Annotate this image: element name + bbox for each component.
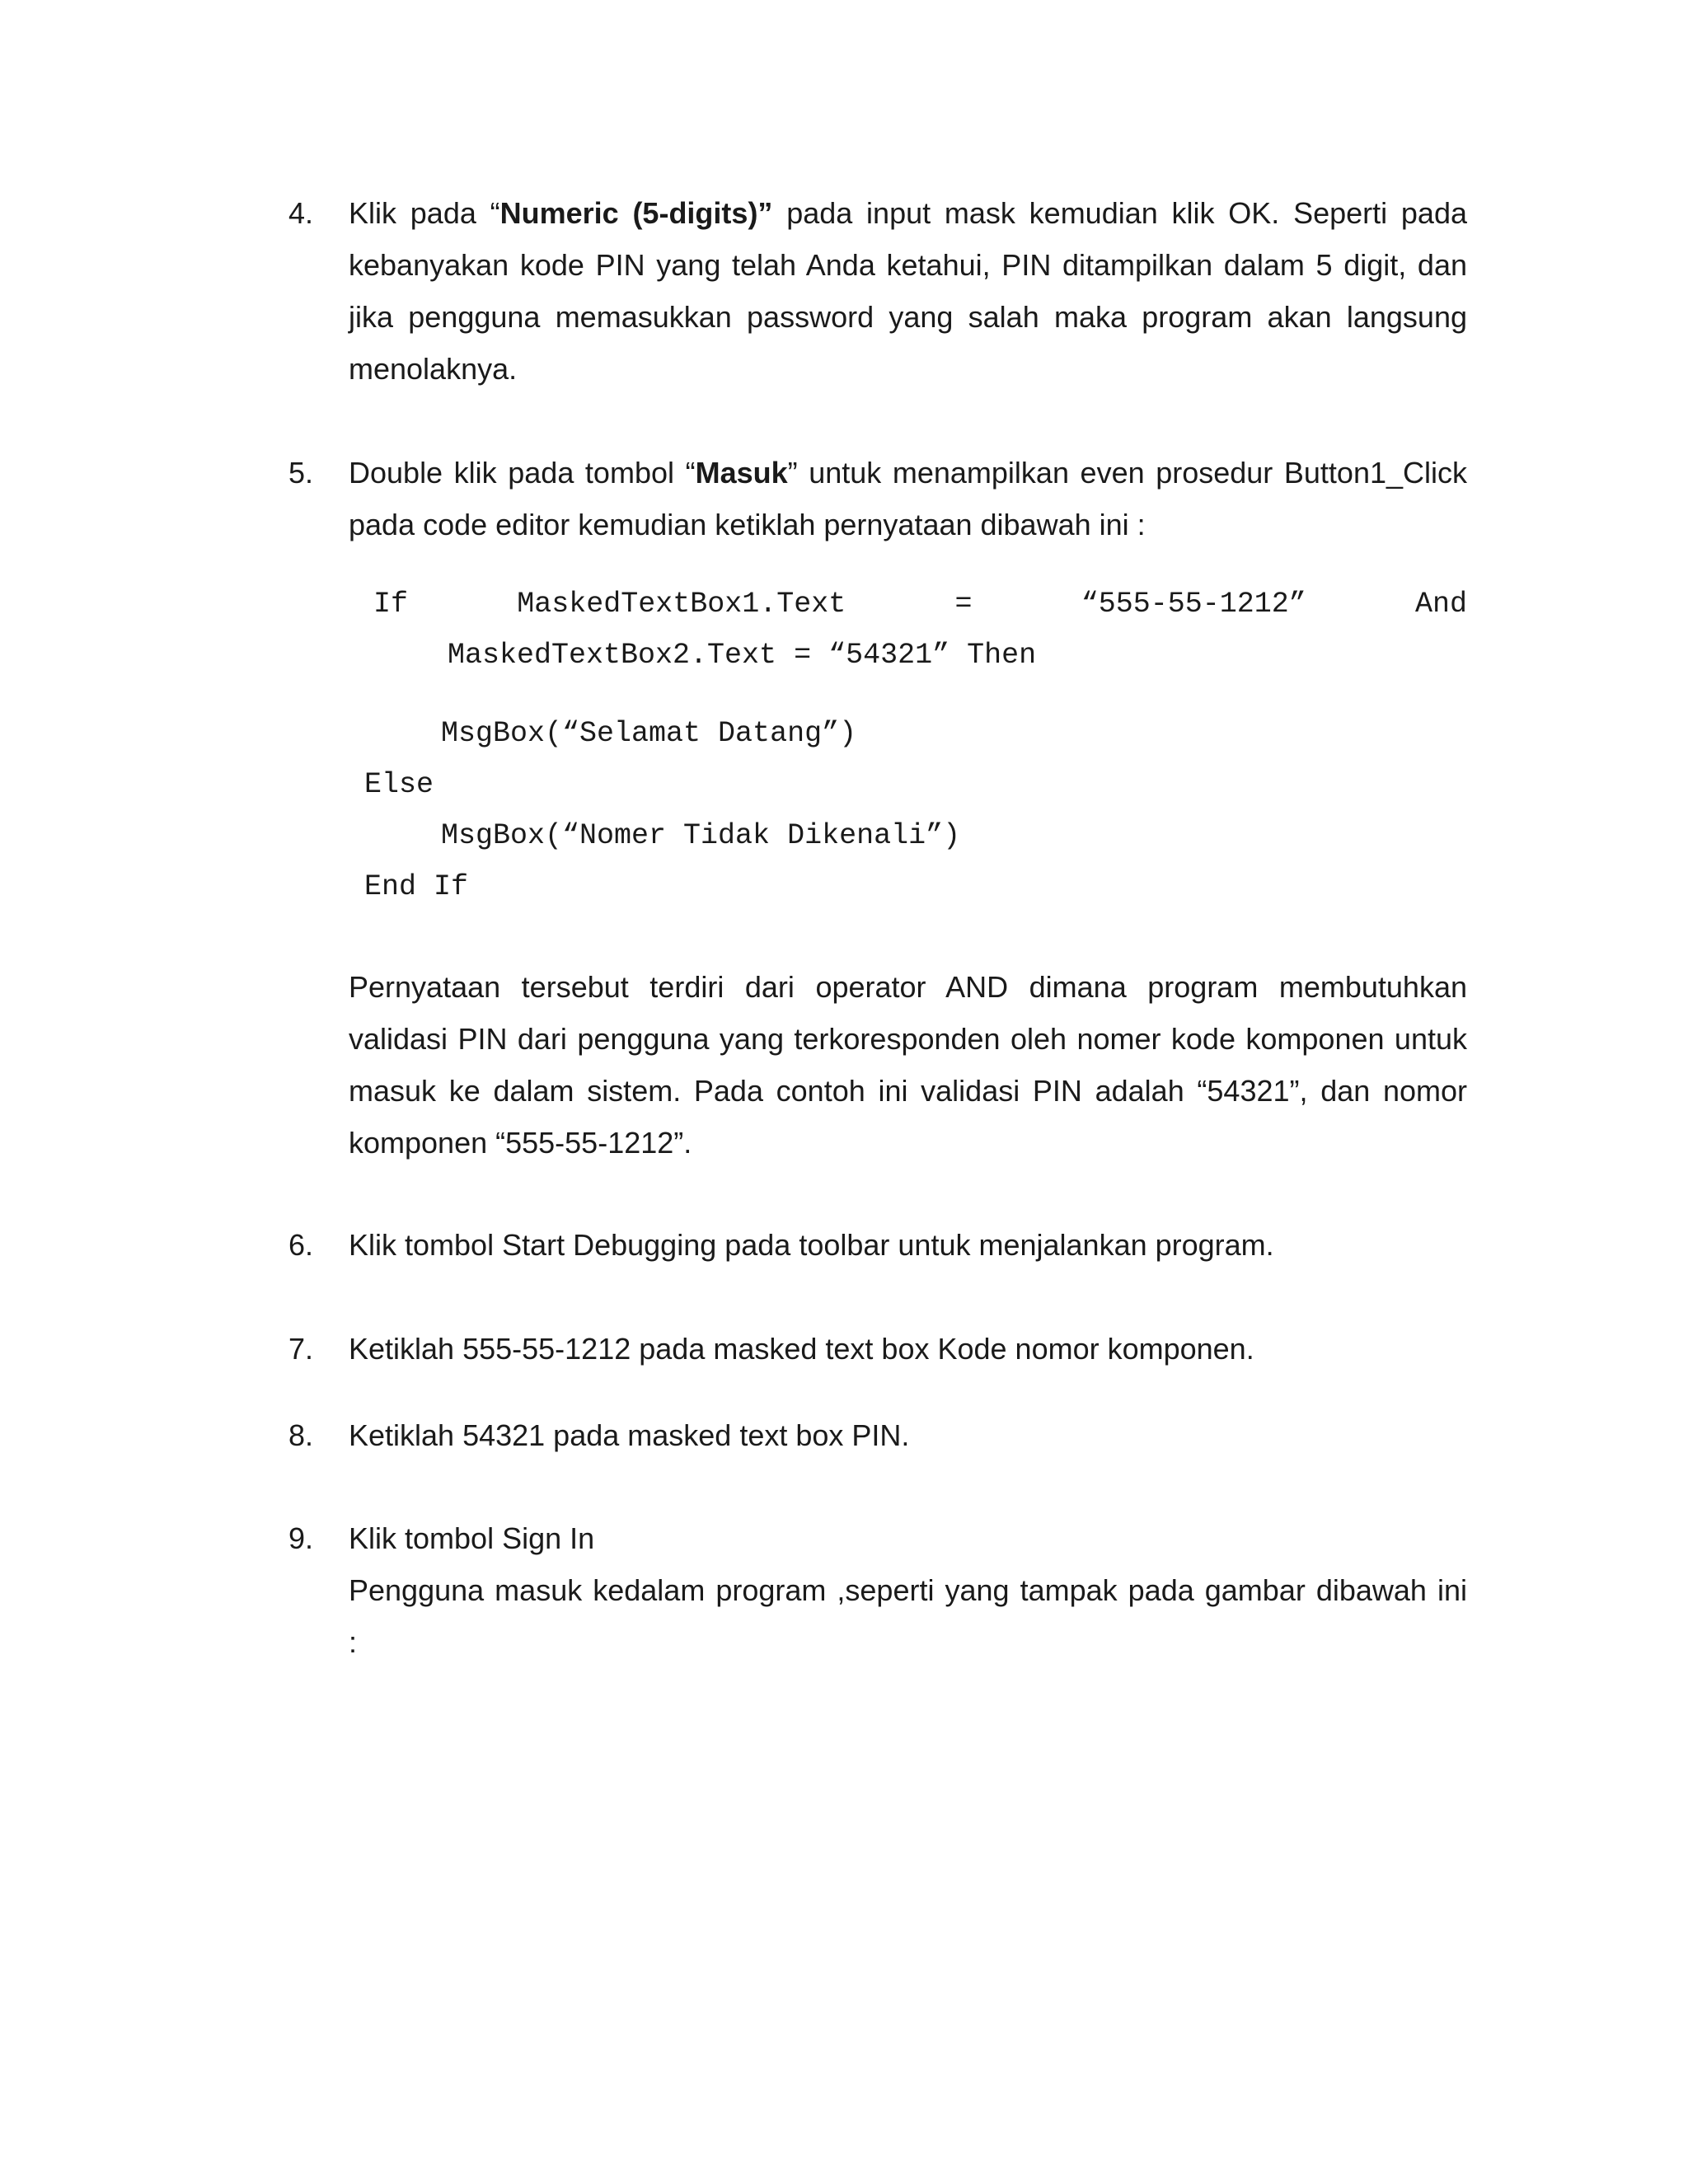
item-body [349, 1409, 1467, 1461]
paragraph-line: Ketiklah 54321 pada masked text box PIN. [349, 1418, 910, 1452]
paragraph-line: Klik tombol Start Debugging pada toolbar untuk menjalankan program. [349, 1228, 1274, 1262]
paragraph-line: validasi PIN dari pengguna yang terkoresponden oleh nomer kode komponen untuk [349, 1022, 1467, 1056]
item-number: 9. [288, 1521, 314, 1555]
code-line-5: MsgBox(“Nomer Tidak Dikenali”) [441, 819, 961, 852]
item-number: 7. [288, 1332, 314, 1366]
item-body [349, 187, 1467, 395]
code-line-6: End If [364, 870, 469, 903]
code-line-2: MaskedTextBox2.Text = “54321” Then [448, 639, 1037, 672]
item-number: 4. [288, 196, 314, 230]
item-body [349, 1219, 1467, 1271]
code-token: And [1414, 588, 1467, 621]
code-token: MaskedTextBox1.Text [517, 588, 846, 621]
paragraph-line: Pernyataan tersebut terdiri dari operator AND dimana program membutuhkan [349, 970, 1467, 1004]
paragraph-line: : [349, 1625, 358, 1659]
paragraph-line: pada code editor kemudian ketiklah pernyataan dibawah ini : [349, 508, 1146, 541]
paragraph-line: Klik tombol Sign In [349, 1521, 595, 1555]
paragraph-line: jika pengguna memasukkan password yang salah maka program akan langsung [349, 300, 1467, 334]
code-line-3: MsgBox(“Selamat Datang”) [441, 717, 857, 750]
paragraph-body [349, 961, 1467, 1169]
code-token: “555-55-1212” [1081, 588, 1306, 621]
item-number: 5. [288, 456, 314, 490]
paragraph-line: komponen “555-55-1212”. [349, 1126, 692, 1160]
paragraph-line: Klik pada “Numeric (5-digits)” pada input mask kemudian klik OK. Seperti pada [349, 196, 1467, 230]
code-line-4: Else [364, 768, 434, 801]
item-body [349, 1323, 1467, 1375]
paragraph-line: Double klik pada tombol “Masuk” untuk menampilkan even prosedur Button1_Click [349, 456, 1467, 490]
paragraph-line: kebanyakan kode PIN yang telah Anda ketahui, PIN ditampilkan dalam 5 digit, dan [349, 248, 1467, 282]
item-body [349, 447, 1467, 551]
bold-term: Numeric (5-digits)” [499, 196, 773, 230]
item-body [349, 1512, 1467, 1668]
item-number: 6. [288, 1228, 314, 1262]
item-number: 8. [288, 1418, 314, 1452]
code-token: = [954, 588, 973, 621]
bold-term: Masuk [695, 456, 788, 490]
code-token: If [373, 588, 409, 621]
paragraph-line: masuk ke dalam sistem. Pada contoh ini validasi PIN adalah “54321”, dan nomor [349, 1074, 1467, 1108]
paragraph-line: Pengguna masuk kedalam program ,seperti yang tampak pada gambar dibawah ini [349, 1573, 1467, 1607]
paragraph-line: Ketiklah 555-55-1212 pada masked text box Kode nomor komponen. [349, 1332, 1254, 1366]
code-line-1 [373, 588, 1467, 621]
paragraph-line: menolaknya. [349, 352, 518, 386]
